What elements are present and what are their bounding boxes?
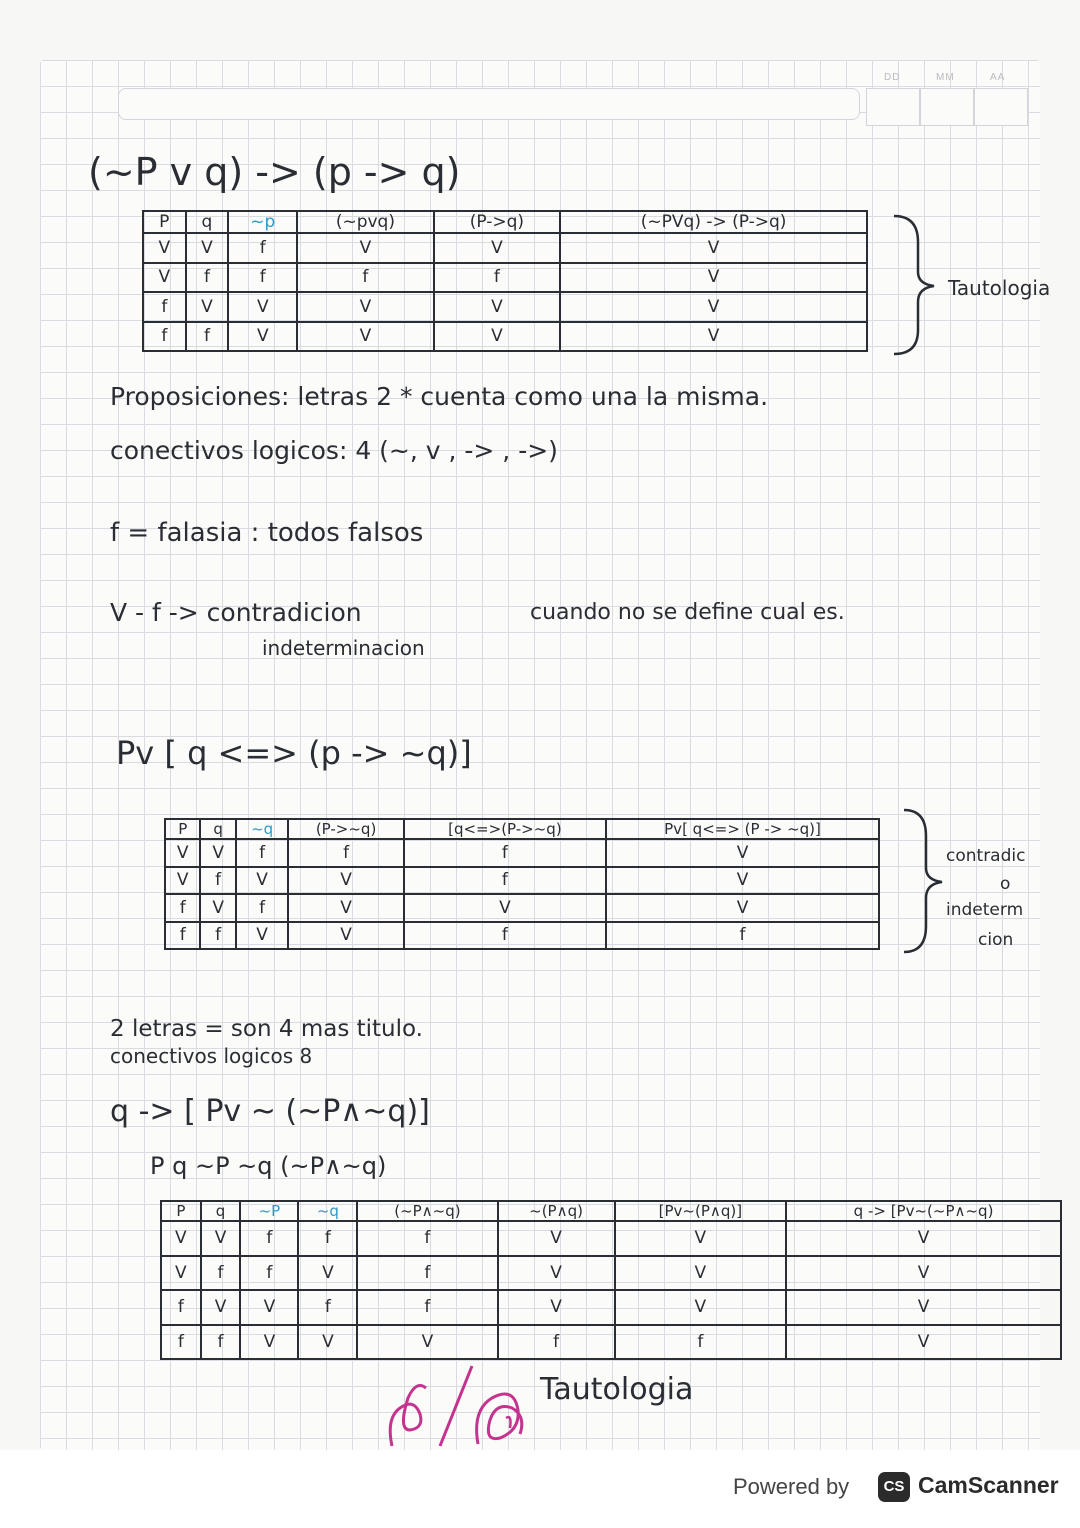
column-header: ~(P∧q) xyxy=(498,1201,615,1221)
table-cell: V xyxy=(615,1290,786,1325)
table-cell: V xyxy=(186,233,229,263)
table-cell: V xyxy=(786,1325,1061,1360)
column-header: q xyxy=(186,211,229,233)
table-cell: V xyxy=(434,233,561,263)
table-cell: f xyxy=(357,1290,497,1325)
table-cell: V xyxy=(165,867,200,895)
note-propositions: Proposiciones: letras 2 * cuenta como una la misma. xyxy=(110,382,769,411)
table-cell: V xyxy=(498,1256,615,1291)
table-cell: f xyxy=(143,292,186,322)
table-cell: V xyxy=(786,1256,1061,1291)
table-cell: f xyxy=(165,894,200,922)
column-header: (~PVq) -> (P->q) xyxy=(560,211,867,233)
table-cell: f xyxy=(161,1290,201,1325)
right-brace-icon xyxy=(900,806,950,956)
truth-table-1 xyxy=(142,210,868,352)
result-label-2b: o xyxy=(1000,874,1011,894)
formula-1: (~P v q) -> (p -> q) xyxy=(88,150,461,194)
sub-formula-3: P q ~P ~q (~P∧~q) xyxy=(150,1152,387,1180)
table-cell: V xyxy=(297,292,433,322)
date-box-year xyxy=(974,88,1028,126)
brand-name: CamScanner xyxy=(918,1472,1059,1498)
column-header: q xyxy=(201,1201,241,1221)
table-cell: f xyxy=(298,1221,357,1256)
title-strip xyxy=(118,88,860,120)
table-row xyxy=(161,1221,1061,1256)
table-cell: f xyxy=(498,1325,615,1360)
table-row xyxy=(143,233,867,263)
note-contradicion: V - f -> contradicion xyxy=(110,598,362,627)
table-cell: V xyxy=(143,233,186,263)
table-row xyxy=(165,867,879,895)
note-falasia: f = falasia : todos falsos xyxy=(110,518,424,548)
table-cell: f xyxy=(200,867,235,895)
date-label-year: AA xyxy=(990,72,1006,83)
column-header: P xyxy=(161,1201,201,1221)
table-cell: f xyxy=(240,1256,298,1291)
table-cell: f xyxy=(240,1221,298,1256)
column-header: [q<=>(P->~q) xyxy=(404,819,606,839)
note-connectives-8: conectivos logicos 8 xyxy=(110,1044,313,1068)
table-cell: V xyxy=(297,233,433,263)
table-cell: V xyxy=(615,1221,786,1256)
table-row xyxy=(165,839,879,867)
table-cell: f xyxy=(201,1325,241,1360)
table-cell: V xyxy=(498,1221,615,1256)
table-row xyxy=(161,1325,1061,1360)
table-cell: V xyxy=(606,867,879,895)
column-header: (~P∧~q) xyxy=(357,1201,497,1221)
table-cell: f xyxy=(404,867,606,895)
table-cell: V xyxy=(404,894,606,922)
table-cell: V xyxy=(560,292,867,322)
table-cell: V xyxy=(200,839,235,867)
table-cell: V xyxy=(297,322,433,352)
table-row xyxy=(143,263,867,293)
table-cell: V xyxy=(161,1256,201,1291)
table-cell: V xyxy=(786,1221,1061,1256)
column-header: q -> [Pv~(~P∧~q) xyxy=(786,1201,1061,1221)
right-brace-icon xyxy=(888,212,948,358)
column-header: (P->q) xyxy=(434,211,561,233)
table-cell: f xyxy=(288,839,403,867)
formula-2: Pv [ q <=> (p -> ~q)] xyxy=(116,734,472,772)
table-cell: V xyxy=(357,1325,497,1360)
table-cell: f xyxy=(298,1290,357,1325)
column-header: Pv[ q<=> (P -> ~q)] xyxy=(606,819,879,839)
result-label-1: Tautologia xyxy=(948,276,1051,300)
table-cell: f xyxy=(165,922,200,950)
table-cell: f xyxy=(297,263,433,293)
table-cell: V xyxy=(288,922,403,950)
note-undefined: cuando no se define cual es. xyxy=(530,600,845,625)
table-cell: V xyxy=(236,922,289,950)
note-connectives: conectivos logicos: 4 (~, v , -> , ->) xyxy=(110,436,558,465)
table-cell: V xyxy=(240,1325,298,1360)
table-cell: V xyxy=(228,292,297,322)
table-cell: f xyxy=(615,1325,786,1360)
table-cell: V xyxy=(298,1325,357,1360)
table-cell: V xyxy=(615,1256,786,1291)
table-cell: V xyxy=(201,1221,241,1256)
table-cell: f xyxy=(357,1221,497,1256)
table-cell: V xyxy=(288,894,403,922)
table-row xyxy=(143,322,867,352)
table-cell: V xyxy=(236,867,289,895)
camscanner-logo-icon: CS xyxy=(878,1472,910,1502)
truth-table-3 xyxy=(160,1200,1062,1360)
column-header: ~p xyxy=(228,211,297,233)
table-cell: f xyxy=(434,263,561,293)
table-cell: V xyxy=(560,233,867,263)
table-cell: V xyxy=(606,894,879,922)
table-cell: f xyxy=(606,922,879,950)
table-cell: V xyxy=(143,263,186,293)
table-cell: f xyxy=(236,839,289,867)
table-cell: V xyxy=(200,894,235,922)
date-box-day xyxy=(866,88,920,126)
table-cell: V xyxy=(498,1290,615,1325)
table-cell: f xyxy=(143,322,186,352)
date-box-month xyxy=(920,88,974,126)
table-cell: f xyxy=(186,263,229,293)
column-header: (~pvq) xyxy=(297,211,433,233)
result-label-2d: cion xyxy=(978,930,1014,950)
table-cell: V xyxy=(186,292,229,322)
note-letters: 2 letras = son 4 mas titulo. xyxy=(110,1016,423,1042)
table-row xyxy=(143,292,867,322)
table-cell: f xyxy=(404,922,606,950)
table-cell: V xyxy=(228,322,297,352)
table-cell: V xyxy=(288,867,403,895)
table-cell: f xyxy=(236,894,289,922)
date-label-month: MM xyxy=(936,72,955,83)
table-cell: V xyxy=(434,322,561,352)
table-row xyxy=(161,1256,1061,1291)
truth-table-2 xyxy=(164,818,880,950)
column-header: P xyxy=(143,211,186,233)
column-header: P xyxy=(165,819,200,839)
table-cell: V xyxy=(298,1256,357,1291)
column-header: q xyxy=(200,819,235,839)
table-cell: f xyxy=(200,922,235,950)
table-cell: V xyxy=(606,839,879,867)
table-cell: f xyxy=(228,263,297,293)
result-label-2a: contradic xyxy=(946,846,1026,866)
table-cell: V xyxy=(560,322,867,352)
table-cell: f xyxy=(228,233,297,263)
table-cell: f xyxy=(161,1325,201,1360)
table-cell: V xyxy=(560,263,867,293)
column-header: (P->~q) xyxy=(288,819,403,839)
table-cell: V xyxy=(165,839,200,867)
result-label-3: Tautologia xyxy=(540,1372,694,1407)
powered-by-text: Powered by xyxy=(733,1474,850,1499)
table-header-row xyxy=(143,211,867,233)
table-cell: f xyxy=(404,839,606,867)
table-cell: V xyxy=(240,1290,298,1325)
table-cell: f xyxy=(357,1256,497,1291)
table-row xyxy=(165,922,879,950)
table-cell: V xyxy=(786,1290,1061,1325)
column-header: ~q xyxy=(298,1201,357,1221)
note-indeterminacion: indeterminacion xyxy=(262,636,425,660)
column-header: [Pv~(P∧q)] xyxy=(615,1201,786,1221)
table-cell: V xyxy=(201,1290,241,1325)
column-header: ~P xyxy=(240,1201,298,1221)
table-header-row xyxy=(165,819,879,839)
table-row xyxy=(165,894,879,922)
formula-3: q -> [ Pv ~ (~P∧~q)] xyxy=(110,1094,430,1129)
table-cell: f xyxy=(186,322,229,352)
table-row xyxy=(161,1290,1061,1325)
table-cell: V xyxy=(434,292,561,322)
table-cell: V xyxy=(161,1221,201,1256)
signature-icon xyxy=(380,1358,550,1450)
table-cell: f xyxy=(201,1256,241,1291)
column-header: ~q xyxy=(236,819,289,839)
date-label-day: DD xyxy=(884,72,901,83)
table-header-row xyxy=(161,1201,1061,1221)
result-label-2c: indeterm xyxy=(946,900,1024,920)
